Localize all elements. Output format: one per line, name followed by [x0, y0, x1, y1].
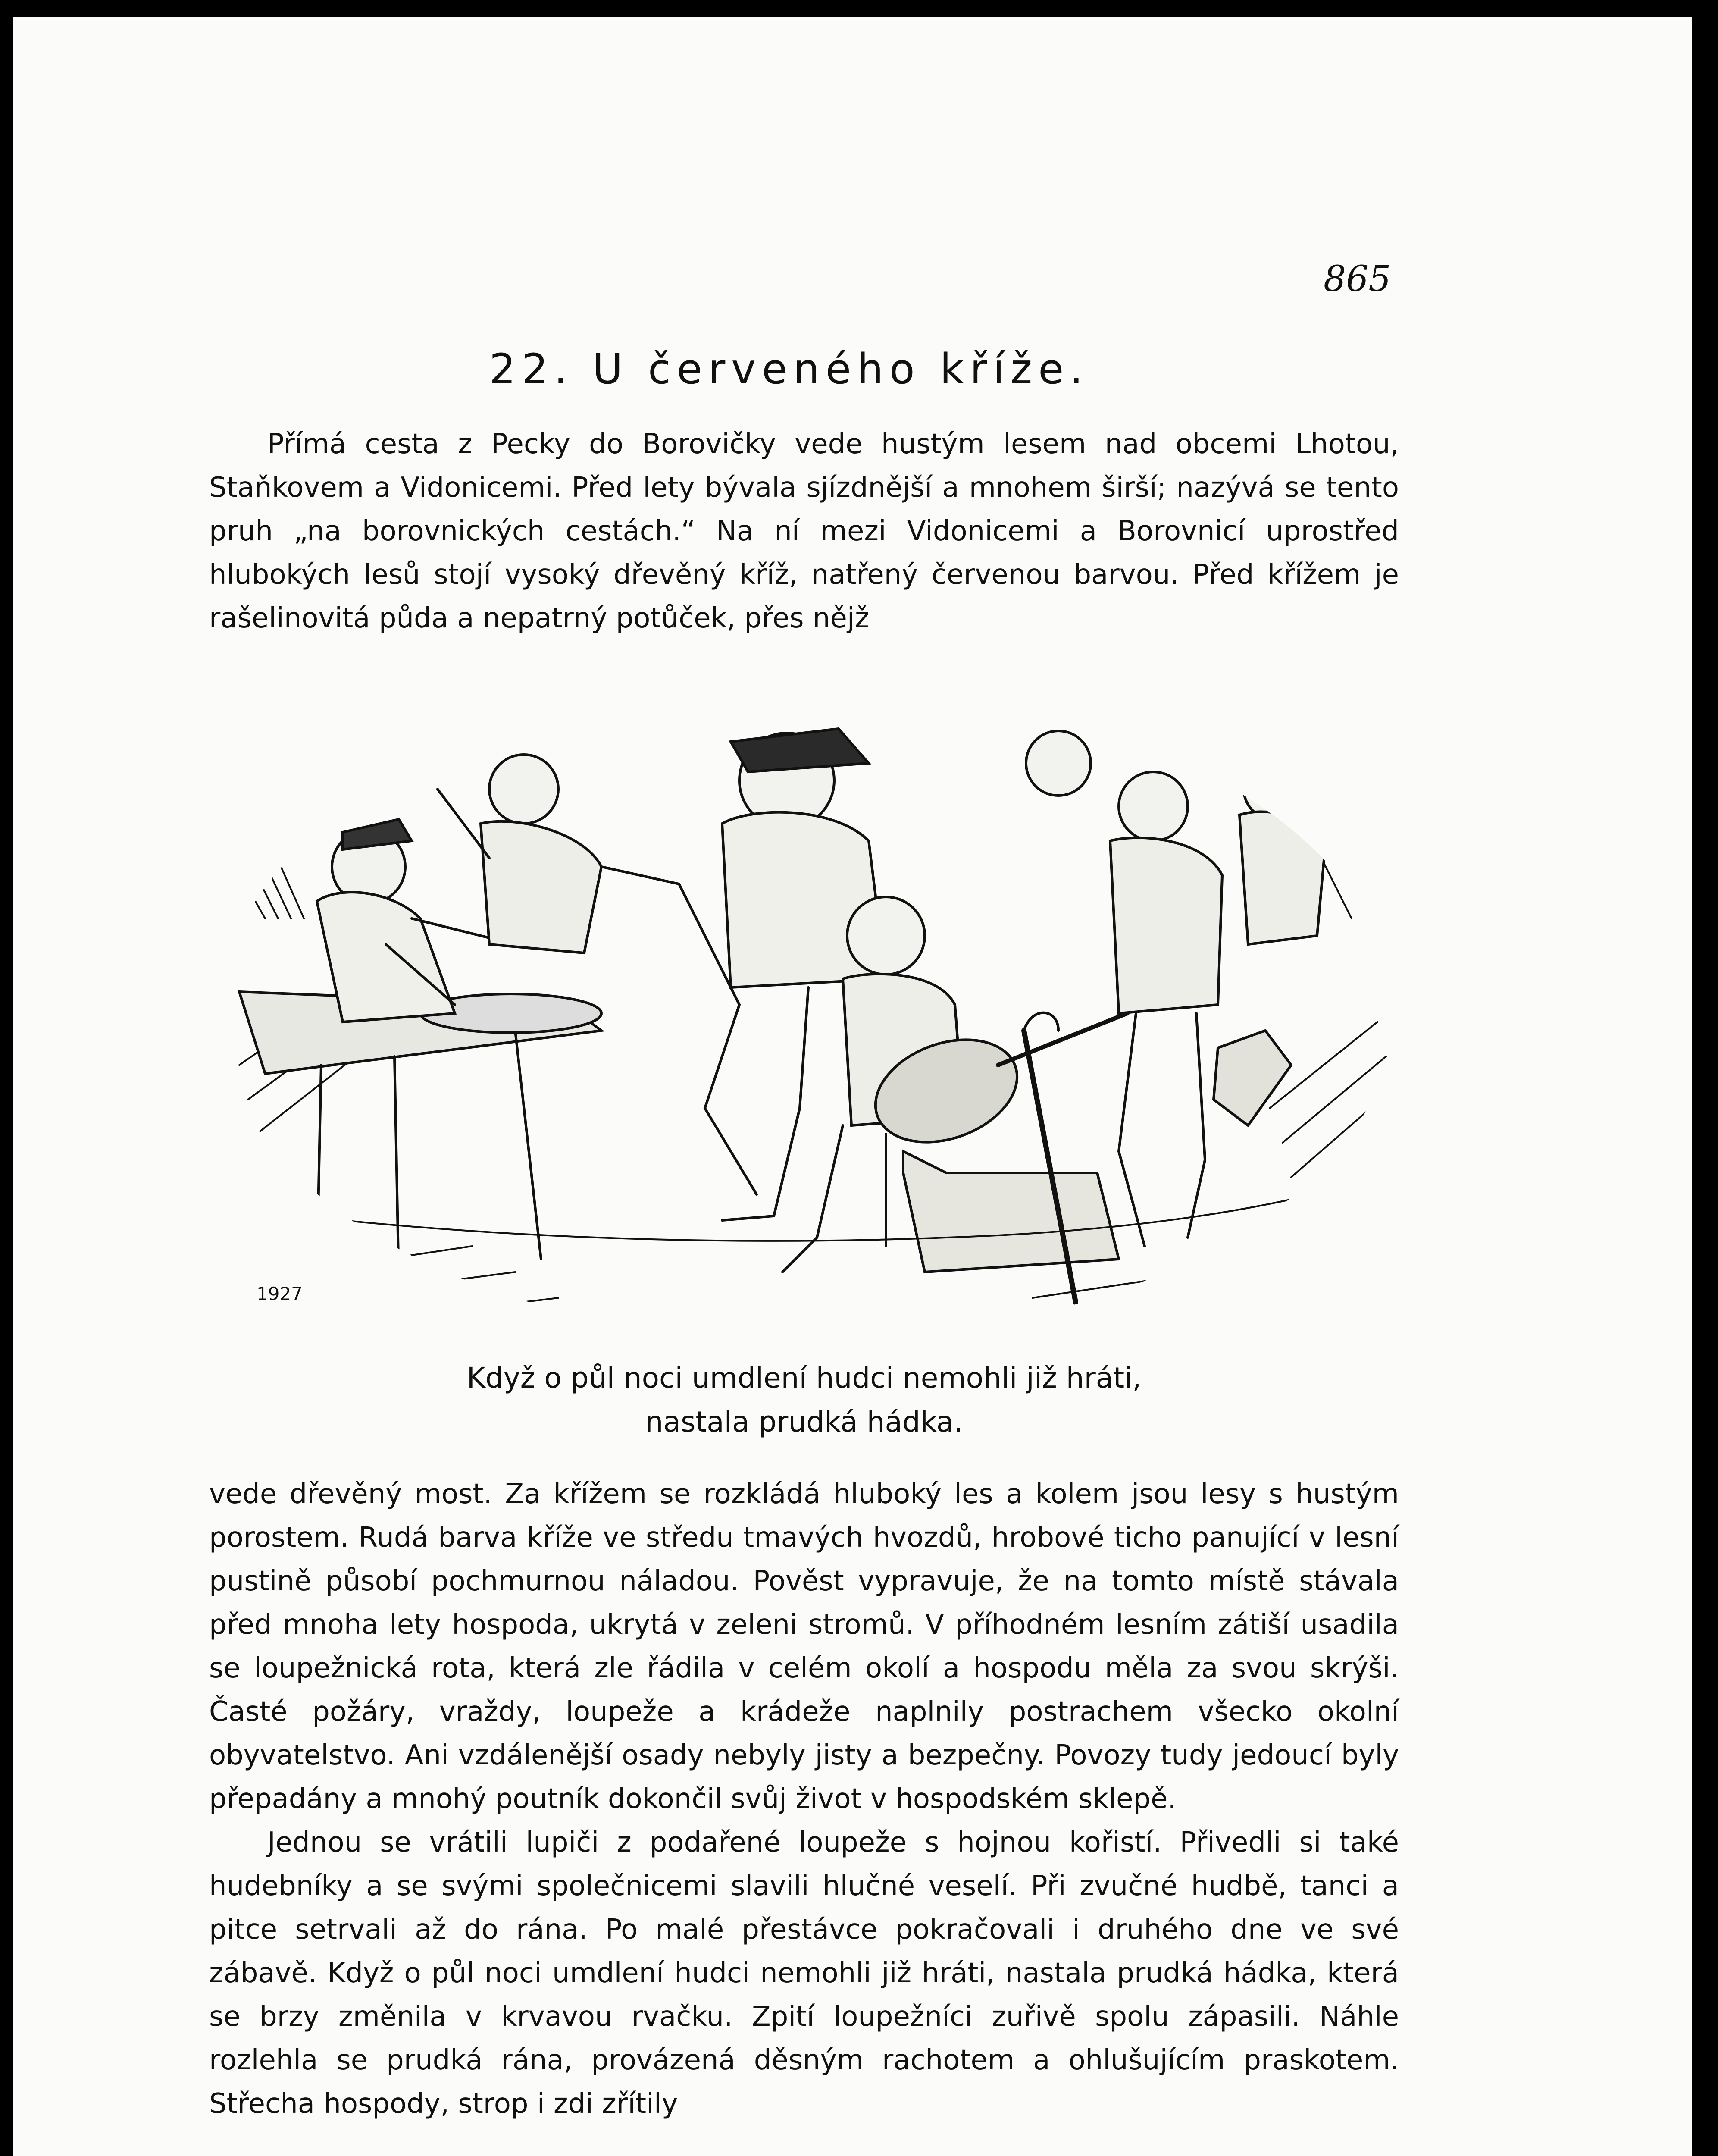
body-text-top: [209, 423, 1399, 640]
illustration: [213, 677, 1399, 1345]
tavern-brawl-drawing: [213, 677, 1399, 1345]
caption-line: Když o půl noci umdlení hudci nemohli již hráti,: [466, 1361, 1142, 1395]
paragraph: vede dřevěný most. Za křížem se rozkládá hluboký les a kolem jsou lesy s hustým porostem. Rudá barva kříže ve středu tmavých hvozdů, hrobové ticho panující v lesní pustině působí pochmurnou náladou. Pověst vypravuje, že na tomto místě stávala před mnoha lety hospoda, ukrytá v zeleni stromů. V příhodném lesním zátiší usadila se loupežnická rota, která zle řádila v celém okolí a hospodu měla za svou skrýši. Časté požáry, vraždy, loupeže a krádeže naplnily postrachem všecko okolní obyvatelstvo. Ani vzdálenější osady nebyly jisty a bezpečny. Povozy tudy jedoucí byly přepadány a mnohý poutník dokončil svůj život v hospodském sklepě.: [209, 1478, 1399, 1815]
paragraph: Jednou se vrátili lupiči z podařené loupeže s hojnou kořistí. Přivedli si také hudebníky a se svými společnicemi slavili hlučné veselí. Při zvučné hudbě, tanci a pitce setrvali až do rána. Po malé přestávce pokračovali i druhého dne ve své zábavě. Když o půl noci umdlení hudci nemohli již hráti, nastala prudká hádka, která se brzy změnila v krvavou rvačku. Zpití loupežníci zuřivě spolu zápasili. Náhle rozlehla se prudká rána, provázená děsným rachotem a ohlušujícím praskotem. Střecha hospody, strop i zdi zřítily: [209, 1827, 1399, 2120]
caption-line: nastala prudká hádka.: [645, 1405, 963, 1438]
illustration-caption: [209, 1356, 1399, 1444]
body-text-bottom: [209, 1473, 1399, 2126]
chapter-title: 22. U červeného kříže.: [489, 345, 1089, 393]
illustration-signature: 1927: [257, 1283, 303, 1304]
paragraph: Přímá cesta z Pecky do Borovičky vede hustým lesem nad obcemi Lhotou, Staňkovem a Vidonicemi. Před lety bývala sjízdnější a mnohem širší; nazývá se tento pruh „na borovnických cestách.“ Na ní mezi Vidonicemi a Borovnicí uprostřed hlubokých lesů stojí vysoký dřevěný kříž, natřený červenou barvou. Před křížem je rašelinovitá půda a nepatrný potůček, přes nějž: [209, 428, 1399, 634]
page-number: 865: [1324, 259, 1391, 300]
document-page: [13, 17, 1692, 2156]
